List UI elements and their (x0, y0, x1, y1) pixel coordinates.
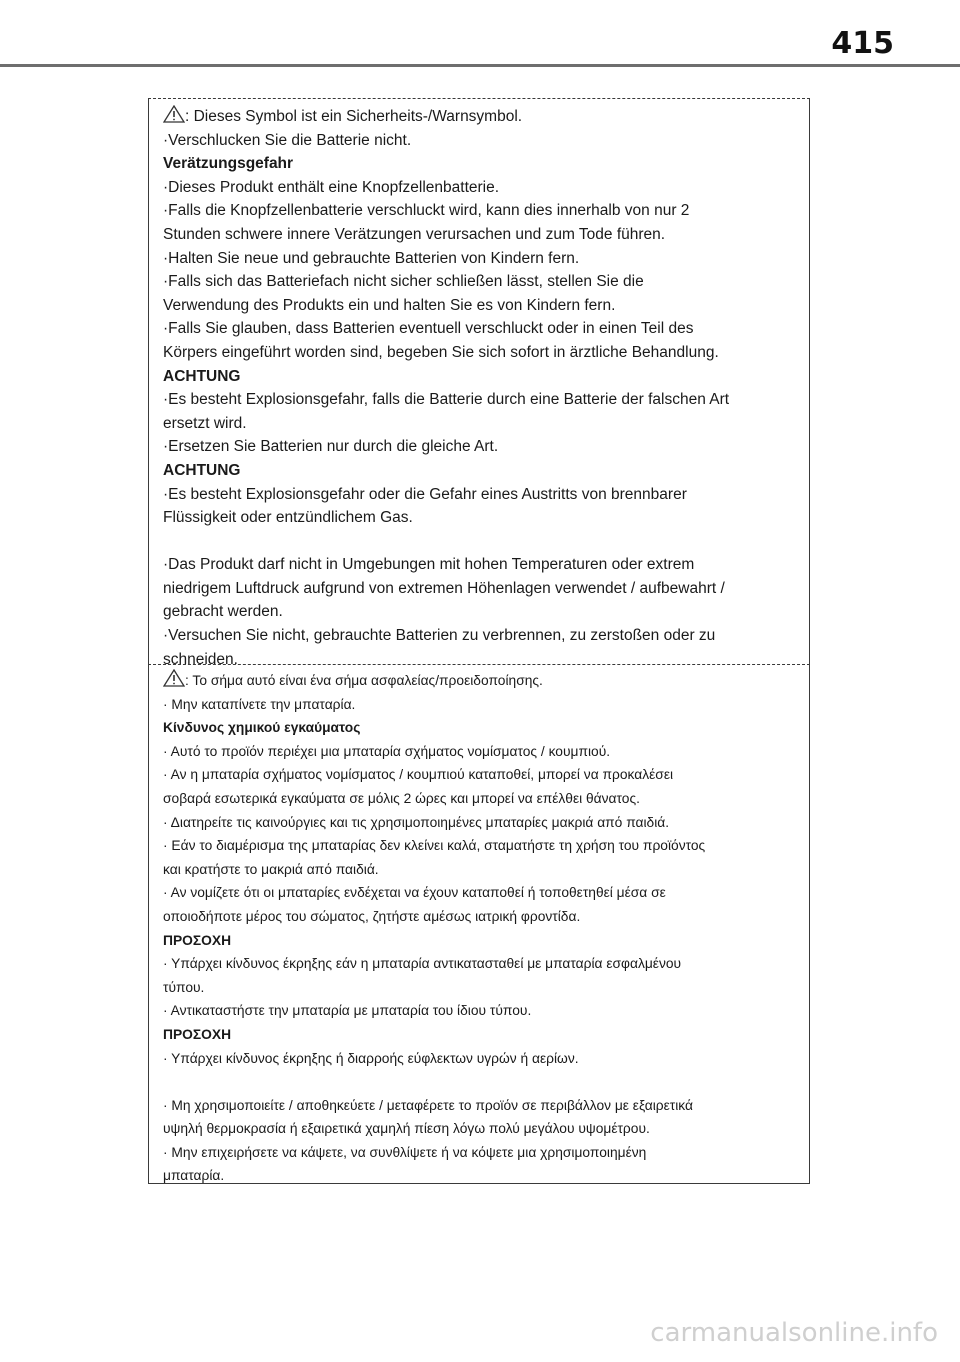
el-text-line: τύπου. (163, 979, 205, 995)
de-text-line: ·Versuchen Sie nicht, gebrauchte Batterien zu verbrennen, zu zerstoßen oder zu (163, 627, 716, 645)
de-text-line: ·Das Produkt darf nicht in Umgebungen mit hohen Temperaturen oder extrem (163, 556, 695, 574)
de-text-line: Verwendung des Produkts ein und halten Sie es von Kindern fern. (163, 296, 616, 314)
de-text-line: ·Dieses Produkt enthält eine Knopfzellenbatterie. (163, 178, 500, 196)
watermark: carmanualsonline.info (650, 1318, 938, 1348)
el-heading: ΠΡΟΣΟΧΗ (163, 932, 232, 948)
el-text-line: σοβαρά εσωτερικά εγκαύματα σε μόλις 2 ώρες και μπορεί να επέλθει θάνατος. (163, 790, 640, 806)
el-symbol-text: : Το σήμα αυτό είναι ένα σήμα ασφαλείας/προειδοποίησης. (185, 673, 543, 688)
el-text-line: · Εάν το διαμέρισμα της μπαταρίας δεν κλείνει καλά, σταματήστε τη χρήση του προϊόντος (163, 838, 706, 854)
german-warning-box (148, 98, 810, 668)
de-text-line: Stunden schwere innere Verätzungen verursachen und zum Tode führen. (163, 225, 666, 243)
warning-triangle-icon (163, 669, 185, 687)
el-symbol-line (163, 669, 795, 693)
el-heading: ΠΡΟΣΟΧΗ (163, 1026, 232, 1042)
de-text-line: niedrigem Luftdruck aufgrund von extremen Höhenlagen verwendet / aufbewahrt / (163, 579, 725, 597)
greek-warning-box (148, 664, 810, 1184)
header-rule (0, 64, 960, 67)
el-text-line: · Αν η μπαταρία σχήματος νομίσματος / κουμπιού καταποθεί, μπορεί να προκαλέσει (163, 767, 674, 783)
el-text-line: · Αυτό το προϊόν περιέχει μια μπαταρία σχήματος νομίσματος / κουμπιού. (163, 743, 611, 759)
de-symbol-text: : Dieses Symbol ist ein Sicherheits-/Warnsymbol. (185, 108, 523, 125)
el-text-line: · Διατηρείτε τις καινούργιες και τις χρησιμοποιημένες μπαταρίες μακριά από παιδιά. (163, 814, 670, 830)
el-text-line: υψηλή θερμοκρασία ή εξαιρετικά χαμηλή πίεση λόγω πολύ μεγάλου υψομέτρου. (163, 1121, 650, 1137)
el-heading: Κίνδυνος χημικού εγκαύματος (163, 720, 361, 736)
el-text-line: · Αντικαταστήστε την μπαταρία με μπαταρία του ίδιου τύπου. (163, 1003, 532, 1019)
de-symbol-line (163, 105, 795, 129)
el-text-line: · Αν νομίζετε ότι οι μπαταρίες ενδέχεται να έχουν καταποθεί ή τοποθετηθεί μέσα σε (163, 885, 666, 901)
de-text-line: schneiden. (163, 650, 238, 668)
de-text-line: ·Falls sich das Batteriefach nicht sicher schließen lässt, stellen Sie die (163, 273, 644, 291)
de-spacer (163, 530, 795, 554)
page-number: 415 (831, 26, 894, 61)
de-text-line: ·Falls Sie glauben, dass Batterien eventuell verschluckt oder in einen Teil des (163, 320, 694, 338)
de-text-line: ·Es besteht Explosionsgefahr oder die Gefahr eines Austritts von brennbarer (163, 485, 687, 503)
de-text-line: ersetzt wird. (163, 414, 247, 432)
el-text-line: μπαταρία. (163, 1168, 225, 1184)
el-text-line: οποιοδήποτε μέρος του σώματος, ζητήστε αμέσως ιατρική φροντίδα. (163, 908, 581, 924)
el-text-line: και κρατήστε το μακριά από παιδιά. (163, 861, 379, 877)
de-text-line: ·Verschlucken Sie die Batterie nicht. (163, 131, 412, 149)
el-text-line: · Υπάρχει κίνδυνος έκρηξης ή διαρροής εύφλεκτων υγρών ή αερίων. (163, 1050, 579, 1066)
de-text-line: ·Es besteht Explosionsgefahr, falls die Batterie durch eine Batterie der falschen Art (163, 391, 730, 409)
el-text-line: · Μη χρησιμοποιείτε / αποθηκεύετε / μεταφέρετε το προϊόν σε περιβάλλον με εξαιρετικά (163, 1097, 694, 1113)
el-spacer (163, 1070, 795, 1094)
de-text-line: Flüssigkeit oder entzündlichem Gas. (163, 509, 413, 527)
warning-triangle-icon (163, 105, 185, 123)
el-text-line: · Μην καταπίνετε την μπαταρία. (163, 696, 356, 712)
de-heading: ACHTUNG (163, 367, 241, 385)
de-text-line: ·Ersetzen Sie Batterien nur durch die gleiche Art. (163, 438, 499, 456)
de-text-line: gebracht werden. (163, 603, 283, 621)
de-text-line: ·Halten Sie neue und gebrauchte Batterien von Kindern fern. (163, 249, 580, 267)
de-heading: Verätzungsgefahr (163, 155, 294, 173)
de-text-line: ·Falls die Knopfzellenbatterie verschluckt wird, kann dies innerhalb von nur 2 (163, 202, 690, 220)
el-text-line: · Μην επιχειρήσετε να κάψετε, να συνθλίψετε ή να κόψετε μια χρησιμοποιημένη (163, 1144, 647, 1160)
el-text-line: · Υπάρχει κίνδυνος έκρηξης εάν η μπαταρία αντικατασταθεί με μπαταρία εσφαλμένου (163, 956, 682, 972)
de-text-line: Körpers eingeführt worden sind, begeben Sie sich sofort in ärztliche Behandlung. (163, 343, 719, 361)
de-heading: ACHTUNG (163, 461, 241, 479)
